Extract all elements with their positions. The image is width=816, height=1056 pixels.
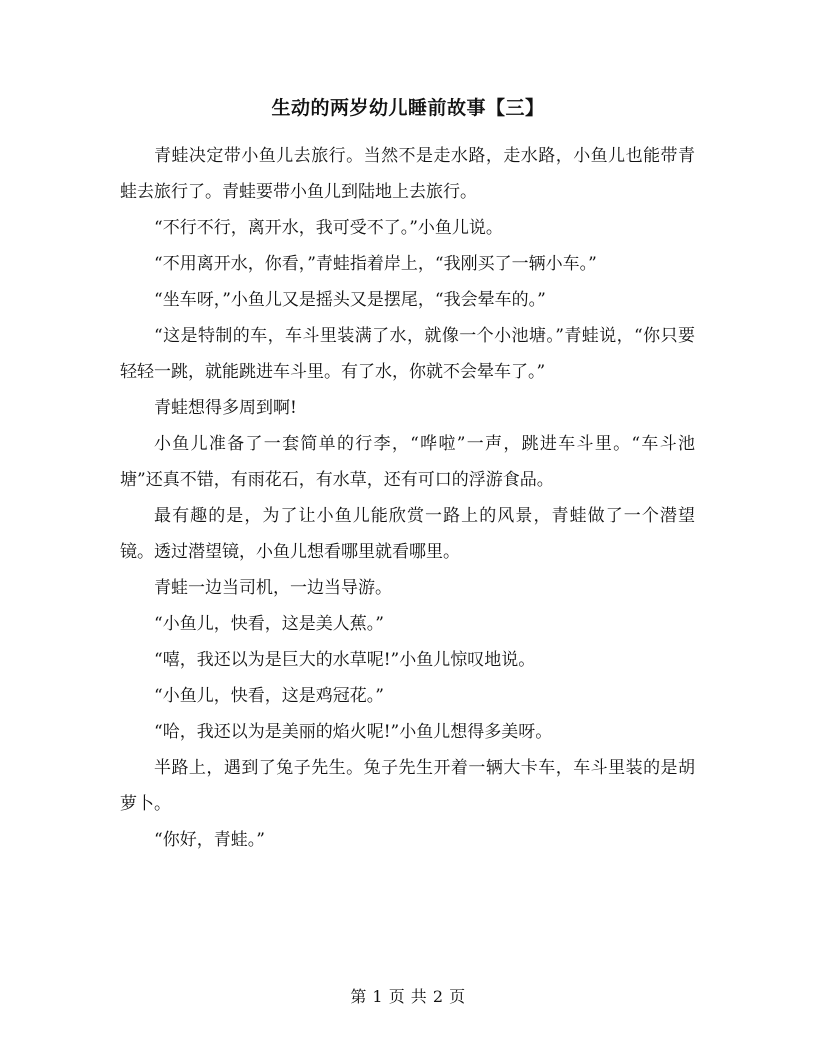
paragraph-3: “不用离开水，你看，”青蛙指着岸上，“我刚买了一辆小车。” xyxy=(154,254,597,274)
paragraph-6: 青蛙想得多周到啊! xyxy=(154,398,297,418)
paragraph-7: 小鱼儿准备了一套简单的行李，“哗啦”一声，跳进车斗里。“车斗池塘”还真不错，有雨花石，有水草，还有可口的浮游食品。 xyxy=(120,434,695,490)
paragraph-9: 青蛙一边当司机，一边当导游。 xyxy=(154,578,392,598)
paragraph-13: “哈，我还以为是美丽的焰火呢!”小鱼儿想得多美呀。 xyxy=(154,722,553,742)
paragraph-2: “不行不行，离开水，我可受不了。”小鱼儿说。 xyxy=(154,218,503,238)
paragraph-5: “这是特制的车，车斗里装满了水，就像一个小池塘。”青蛙说，“你只要轻轻一跳，就能跳进车斗里。有了水，你就不会晕车了。” xyxy=(120,326,695,382)
page-footer: 第 1 页 共 2 页 xyxy=(350,987,466,1006)
document-title: 生动的两岁幼儿睡前故事【三】 xyxy=(271,97,545,119)
paragraph-8: 最有趣的是，为了让小鱼儿能欣赏一路上的风景，青蛙做了一个潜望镜。透过潜望镜，小鱼儿想看哪里就看哪里。 xyxy=(120,506,695,562)
paragraph-10: “小鱼儿，快看，这是美人蕉。” xyxy=(154,614,384,634)
paragraph-15: “你好，青蛙。” xyxy=(154,830,265,850)
paragraph-14: 半路上，遇到了兔子先生。兔子先生开着一辆大卡车，车斗里装的是胡萝卜。 xyxy=(120,758,695,814)
paragraph-1: 青蛙决定带小鱼儿去旅行。当然不是走水路，走水路，小鱼儿也能带青蛙去旅行了。青蛙要带小鱼儿到陆地上去旅行。 xyxy=(120,146,695,202)
paragraph-4: “坐车呀，”小鱼儿又是摇头又是摆尾，“我会晕车的。” xyxy=(154,290,546,310)
paragraph-11: “嘻，我还以为是巨大的水草呢!”小鱼儿惊叹地说。 xyxy=(154,650,536,670)
document-body xyxy=(120,138,695,858)
paragraph-12: “小鱼儿，快看，这是鸡冠花。” xyxy=(154,686,384,706)
